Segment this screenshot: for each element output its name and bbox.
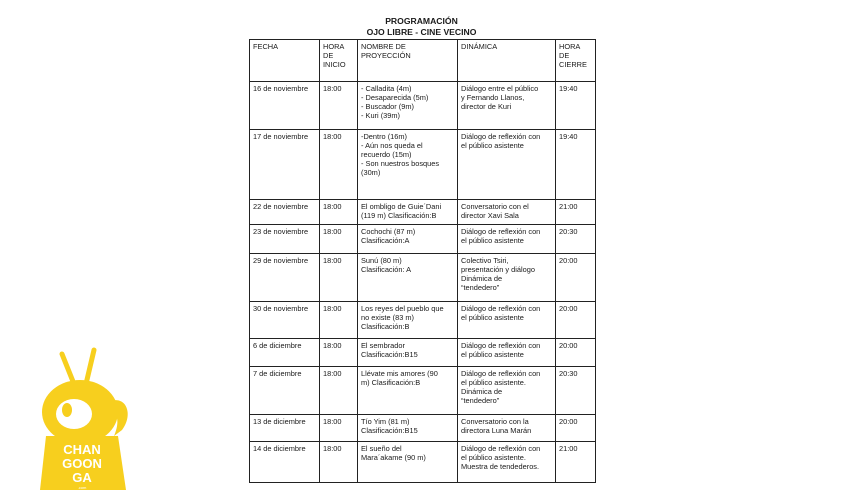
cell-hora-cierre: 20:00 <box>556 254 596 302</box>
cell-fecha: 17 de noviembre <box>250 130 320 200</box>
cell-hora-cierre: 20:00 <box>556 415 596 442</box>
cell-fecha: 22 de noviembre <box>250 200 320 225</box>
cell-dinamica: Diálogo de reflexión con el público asistente. Dinámica de “tendedero” <box>458 367 556 415</box>
cell-hora-inicio: 18:00 <box>320 225 358 254</box>
table-row <box>250 339 596 367</box>
table-row <box>250 82 596 130</box>
cell-hora-cierre: 20:00 <box>556 302 596 339</box>
cell-hora-inicio: 18:00 <box>320 302 358 339</box>
cell-nombre-proyeccion: Cochochi (87 m) Clasificación:A <box>358 225 458 254</box>
header-fecha: FECHA <box>250 40 320 82</box>
cell-nombre-proyeccion: Los reyes del pueblo que no existe (83 m) Clasificación:B <box>358 302 458 339</box>
table-row <box>250 302 596 339</box>
table-row <box>250 225 596 254</box>
header-nombre-proyeccion: NOMBRE DE PROYECCIÓN <box>358 40 458 82</box>
cell-hora-cierre: 20:30 <box>556 367 596 415</box>
cell-hora-cierre: 21:00 <box>556 442 596 483</box>
cell-fecha: 29 de noviembre <box>250 254 320 302</box>
logo-text-1: CHAN <box>63 442 101 457</box>
cell-dinamica: Diálogo entre el público y Fernando Llanos, director de Kuri <box>458 82 556 130</box>
table-row <box>250 130 596 200</box>
table-row <box>250 200 596 225</box>
cell-fecha: 30 de noviembre <box>250 302 320 339</box>
cell-dinamica: Colectivo Tsiri, presentación y diálogo Dinámica de “tendedero” <box>458 254 556 302</box>
table-row <box>250 415 596 442</box>
header-hora-inicio: HORA DE INICIO <box>320 40 358 82</box>
cell-dinamica: Diálogo de reflexión con el público asistente <box>458 302 556 339</box>
cell-nombre-proyeccion: El sueño del Mara´akame (90 m) <box>358 442 458 483</box>
cell-hora-cierre: 19:40 <box>556 130 596 200</box>
cell-hora-inicio: 18:00 <box>320 200 358 225</box>
cell-hora-inicio: 18:00 <box>320 442 358 483</box>
cell-nombre-proyeccion: - Calladita (4m) - Desaparecida (5m) - Buscador (9m) - Kuri (39m) <box>358 82 458 130</box>
header-row <box>250 40 596 82</box>
cell-fecha: 7 de diciembre <box>250 367 320 415</box>
cell-nombre-proyeccion: Tío Yim (81 m) Clasificación:B15 <box>358 415 458 442</box>
cell-fecha: 14 de diciembre <box>250 442 320 483</box>
cell-fecha: 16 de noviembre <box>250 82 320 130</box>
cell-hora-inicio: 18:00 <box>320 339 358 367</box>
logo-text-small: .com <box>77 485 87 490</box>
table-header <box>250 40 596 82</box>
cell-hora-cierre: 20:30 <box>556 225 596 254</box>
cell-fecha: 23 de noviembre <box>250 225 320 254</box>
cell-nombre-proyeccion: Sunú (80 m) Clasificación: A <box>358 254 458 302</box>
cell-nombre-proyeccion: El sembrador Clasificación:B15 <box>358 339 458 367</box>
table-row <box>250 367 596 415</box>
cell-hora-cierre: 21:00 <box>556 200 596 225</box>
cell-fecha: 6 de diciembre <box>250 339 320 367</box>
table-body <box>250 82 596 483</box>
logo-text-2: GOON <box>62 456 102 471</box>
cell-hora-inicio: 18:00 <box>320 130 358 200</box>
cell-hora-inicio: 18:00 <box>320 254 358 302</box>
logo-antenna-right <box>86 350 94 384</box>
cell-nombre-proyeccion: El ombligo de Guie´Dani (119 m) Clasificación:B <box>358 200 458 225</box>
document-title: PROGRAMACIÓN <box>385 16 458 26</box>
cell-dinamica: Diálogo de reflexión con el público asistente. Muestra de tendederos. <box>458 442 556 483</box>
cell-hora-inicio: 18:00 <box>320 415 358 442</box>
changoonga-logo-graphic <box>22 344 140 494</box>
cell-dinamica: Conversatorio con el director Xavi Sala <box>458 200 556 225</box>
cell-hora-cierre: 20:00 <box>556 339 596 367</box>
logo-antenna-left <box>62 354 74 384</box>
logo-text-3: GA <box>72 470 92 485</box>
logo-eye <box>62 403 72 417</box>
cell-dinamica: Conversatorio con la directora Luna Marán <box>458 415 556 442</box>
header-hora-cierre: HORA DE CIERRE <box>556 40 596 82</box>
cell-hora-inicio: 18:00 <box>320 82 358 130</box>
cell-dinamica: Diálogo de reflexión con el público asistente <box>458 225 556 254</box>
cell-hora-cierre: 19:40 <box>556 82 596 130</box>
cell-nombre-proyeccion: Llévate mis amores (90 m) Clasificación:B <box>358 367 458 415</box>
table-row <box>250 254 596 302</box>
cell-dinamica: Diálogo de reflexión con el público asistente <box>458 130 556 200</box>
schedule-table <box>249 39 596 483</box>
changoonga-logo <box>22 344 140 494</box>
cell-hora-inicio: 18:00 <box>320 367 358 415</box>
cell-dinamica: Diálogo de reflexión con el público asistente <box>458 339 556 367</box>
cell-nombre-proyeccion: -Dentro (16m) - Aún nos queda el recuerdo (15m) - Son nuestros bosques (30m) <box>358 130 458 200</box>
header-dinamica: DINÁMICA <box>458 40 556 82</box>
document-subtitle: OJO LIBRE - CINE VECINO <box>366 27 477 37</box>
table-row <box>250 442 596 483</box>
logo-face <box>56 399 92 429</box>
cell-fecha: 13 de diciembre <box>250 415 320 442</box>
